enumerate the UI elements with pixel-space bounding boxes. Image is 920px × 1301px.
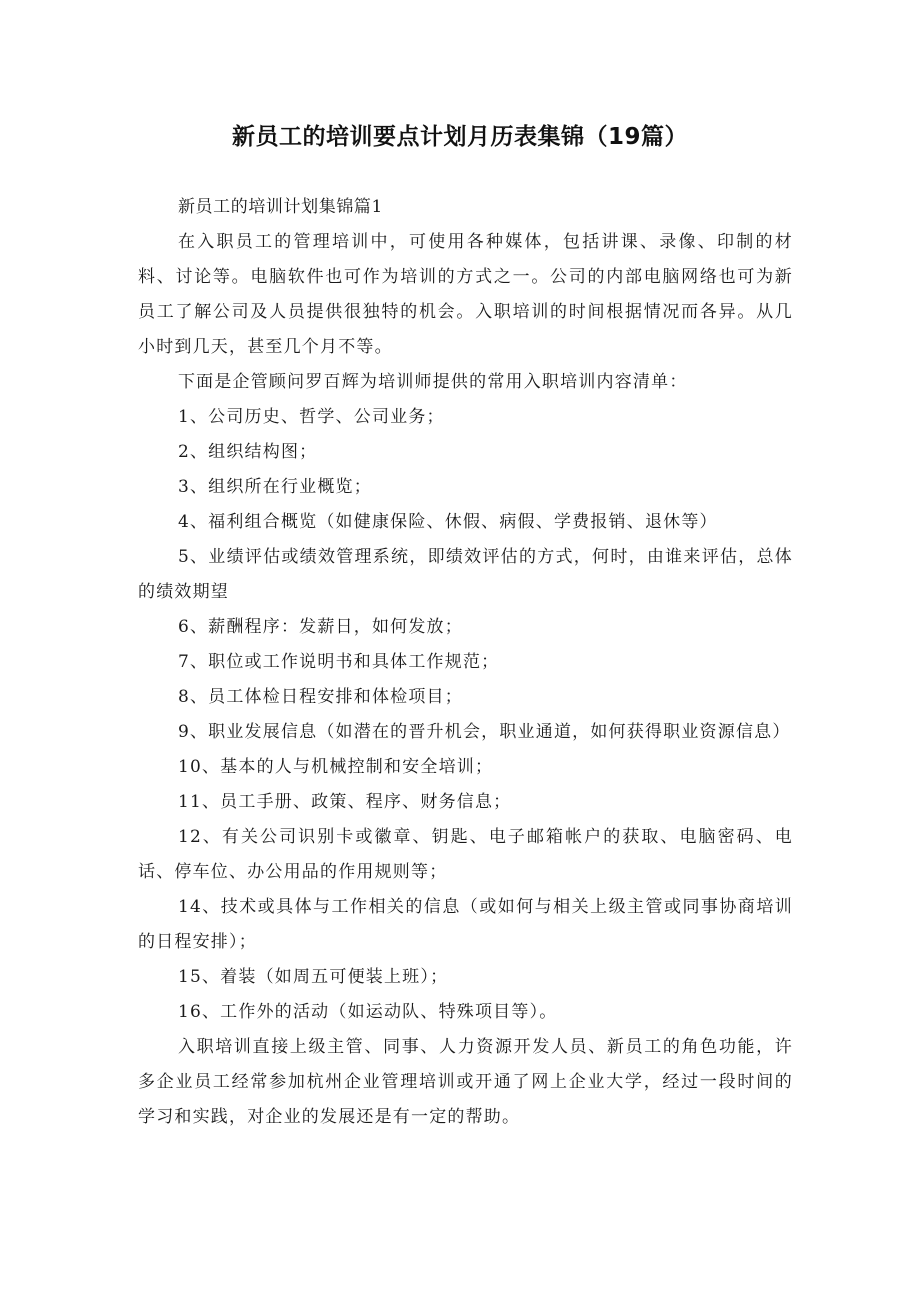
list-item: 11、员工手册、政策、程序、财务信息； [177, 792, 512, 812]
list-item: 15、着装（如周五可便装上班）； [177, 967, 449, 987]
list-item: 4、福利组合概览（如健康保险、休假、病假、学费报销、退休等） [177, 512, 718, 532]
paragraph-conclusion: 入职培训直接上级主管、同事、人力资源开发人员、新员工的角色功能，许多企业员工经常参加杭州企业管理培训或开通了网上企业大学，经过一段时间的学习和实践，对企业的发展还是有一定的帮助。 [138, 1037, 793, 1127]
document-title: 新员工的培训要点计划月历表集锦（19篇） [231, 124, 688, 150]
section-heading: 新员工的培训计划集锦篇1 [177, 197, 383, 217]
list-item: 12、有关公司识别卡或徽章、钥匙、电子邮箱帐户的获取、电脑密码、电话、停车位、办公用品的作用规则等； [138, 827, 793, 882]
list-item: 9、职业发展信息（如潜在的晋升机会，职业通道，如何获得职业资源信息） [177, 722, 791, 742]
list-item: 10、基本的人与机械控制和安全培训； [177, 757, 494, 777]
list-item: 6、薪酬程序：发薪日，如何发放； [177, 617, 463, 637]
list-item: 8、员工体检日程安排和体检项目； [177, 687, 463, 707]
list-item: 16、工作外的活动（如运动队、特殊项目等）。 [177, 1002, 558, 1022]
list-item: 5、业绩评估或绩效管理系统，即绩效评估的方式，何时，由谁来评估，总体的绩效期望 [138, 547, 793, 602]
list-item: 14、技术或具体与工作相关的信息（或如何与相关上级主管或同事协商培训的日程安排）； [138, 897, 793, 952]
list-item: 2、组织结构图； [177, 442, 318, 462]
list-item: 3、组织所在行业概览； [177, 477, 372, 497]
paragraph-intro: 在入职员工的管理培训中，可使用各种媒体，包括讲课、录像、印制的材料、讨论等。电脑软件也可作为培训的方式之一。公司的内部电脑网络也可为新员工了解公司及人员提供很独特的机会。入职培训的时间根据情况而各异。从几小时到几天，甚至几个月不等。 [138, 232, 793, 357]
list-item: 7、职位或工作说明书和具体工作规范； [177, 652, 500, 672]
list-item: 1、公司历史、哲学、公司业务； [177, 407, 445, 427]
paragraph-list-intro: 下面是企管顾问罗百辉为培训师提供的常用入职培训内容清单： [177, 372, 688, 392]
document-body [138, 190, 793, 1135]
